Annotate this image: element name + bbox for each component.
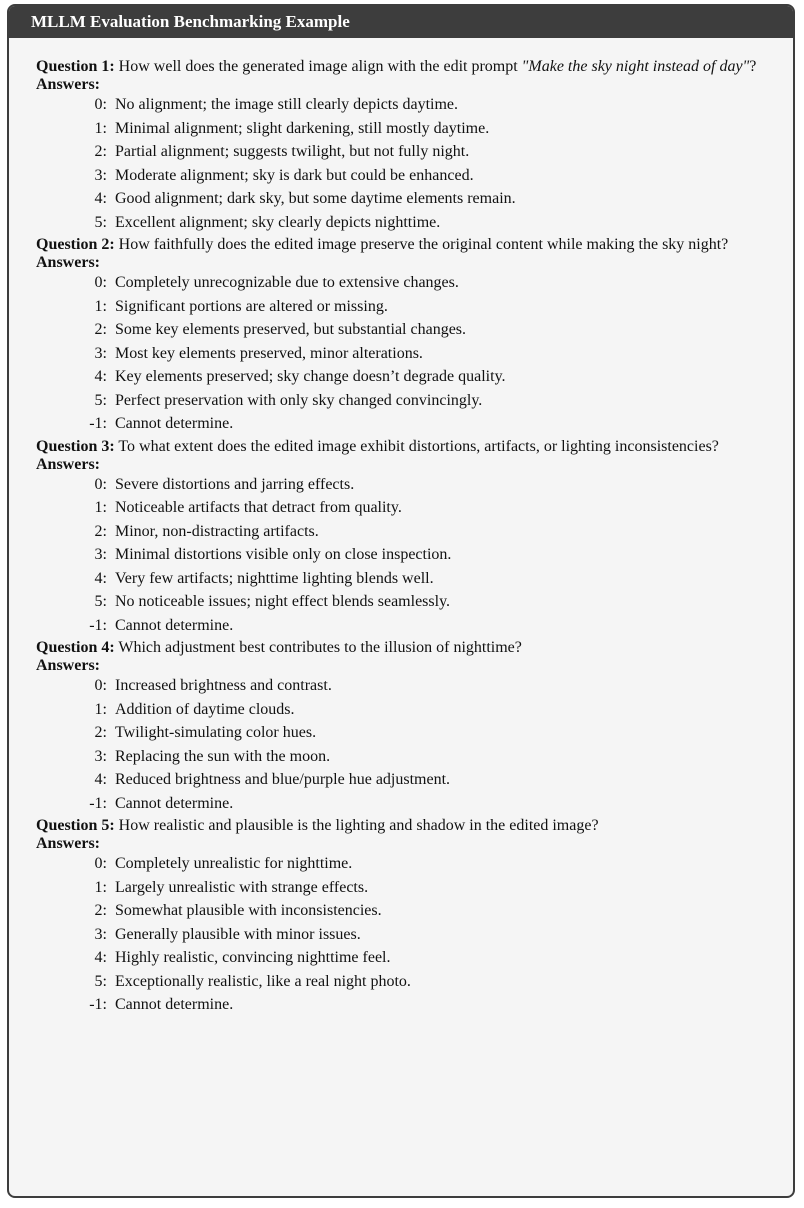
answers-label: Answers: [36, 254, 100, 271]
answer-option [36, 140, 779, 164]
answer-score: 2: [94, 902, 107, 919]
answer-text: Cannot determine. [115, 996, 234, 1013]
answer-text: Somewhat plausible with inconsistencies. [115, 902, 382, 919]
answers-label: Answers: [36, 455, 100, 473]
answer-score: 4: [94, 949, 107, 966]
answers-label: Answers: [36, 76, 100, 93]
answer-text: Completely unrealistic for nighttime. [115, 855, 353, 872]
question-text [36, 638, 779, 657]
answer-text: Cannot determine. [115, 794, 234, 812]
answer-text: Generally plausible with minor issues. [115, 925, 361, 943]
question-label: Question 3: [36, 437, 115, 455]
answer-score: 2: [94, 321, 107, 338]
question-2 [36, 235, 779, 436]
answer-score: 4: [94, 190, 107, 207]
answer-text: Largely unrealistic with strange effects. [115, 878, 369, 896]
answer-score: 0: [94, 274, 107, 291]
answer-option [36, 698, 779, 722]
question-body: How realistic and plausible is the lighting and shadow in the edited image? [114, 817, 599, 834]
answer-text: Partial alignment; suggests twilight, but not fully night. [115, 143, 470, 160]
answer-score: 1: [94, 297, 107, 315]
answer-text: Key elements preserved; sky change doesn’t degrade quality. [115, 368, 506, 385]
answer-score: 3: [94, 925, 107, 943]
answer-option [36, 923, 779, 947]
answer-score: 5: [94, 972, 107, 990]
answer-option [36, 271, 779, 295]
answers-label: Answers: [36, 835, 100, 852]
answer-text: Minimal alignment; slight darkening, still mostly daytime. [115, 119, 490, 137]
answer-score: -1: [89, 996, 107, 1013]
question-text [36, 235, 779, 254]
questions-container [9, 38, 793, 1017]
answer-option [36, 614, 779, 638]
answer-score: 3: [94, 747, 107, 765]
answer-option [36, 117, 779, 141]
answer-score: 4: [94, 368, 107, 385]
answer-score: 3: [94, 166, 107, 184]
answer-option [36, 318, 779, 342]
answer-option [36, 473, 779, 497]
answer-score: 2: [94, 522, 107, 540]
question-5 [36, 816, 779, 1017]
answer-text: Very few artifacts; nighttime lighting blends well. [115, 569, 434, 587]
answer-option [36, 745, 779, 769]
question-body: Which adjustment best contributes to the illusion of nighttime? [114, 639, 522, 656]
answer-score: 0: [94, 855, 107, 872]
answer-option [36, 93, 779, 117]
answer-option [36, 876, 779, 900]
answer-score: 1: [94, 499, 107, 516]
edit-prompt: "Make the sky night instead of day" [521, 58, 750, 75]
answer-score: 3: [94, 344, 107, 362]
answer-score: -1: [89, 415, 107, 432]
answer-score: 0: [94, 677, 107, 694]
question-3 [36, 437, 779, 638]
answer-text: Most key elements preserved, minor alterations. [115, 344, 423, 362]
answer-text: Increased brightness and contrast. [115, 677, 332, 694]
answer-list [36, 674, 779, 815]
answer-option [36, 342, 779, 366]
answer-text: No alignment; the image still clearly depicts daytime. [115, 96, 459, 113]
answer-list [36, 852, 779, 1017]
question-label: Question 1: [36, 58, 115, 75]
answer-option [36, 412, 779, 436]
answer-option [36, 520, 779, 544]
benchmark-example-box [7, 4, 795, 1198]
answer-text: Twilight-simulating color hues. [115, 724, 317, 741]
answer-score: 1: [94, 878, 107, 896]
question-text [36, 816, 779, 835]
answer-score: 4: [94, 771, 107, 788]
answer-option [36, 389, 779, 413]
question-text [36, 437, 779, 456]
answer-option [36, 768, 779, 792]
answer-text: Cannot determine. [115, 616, 234, 634]
answer-option [36, 496, 779, 520]
answer-score: 1: [94, 700, 107, 718]
answer-text: Excellent alignment; sky clearly depicts nighttime. [115, 213, 441, 231]
answer-score: 1: [94, 119, 107, 137]
answer-option [36, 567, 779, 591]
answer-score: 5: [94, 391, 107, 409]
answer-option [36, 164, 779, 188]
answer-option [36, 792, 779, 816]
answer-text: Highly realistic, convincing nighttime feel. [115, 949, 391, 966]
answer-option [36, 674, 779, 698]
answer-text: Severe distortions and jarring effects. [115, 475, 355, 493]
answer-text: Addition of daytime clouds. [115, 700, 295, 718]
answer-text: Replacing the sun with the moon. [115, 747, 331, 765]
question-body: To what extent does the edited image exhibit distortions, artifacts, or lighting inconsistencies? [114, 437, 719, 455]
answer-option [36, 899, 779, 923]
answer-text: Reduced brightness and blue/purple hue adjustment. [115, 771, 451, 788]
question-body: How faithfully does the edited image preserve the original content while making the sky night? [114, 236, 729, 253]
answer-option [36, 211, 779, 235]
answer-score: -1: [89, 616, 107, 634]
answers-label: Answers: [36, 657, 100, 674]
answer-text: Some key elements preserved, but substantial changes. [115, 321, 467, 338]
answer-text: Exceptionally realistic, like a real night photo. [115, 972, 411, 990]
answer-text: No noticeable issues; night effect blends seamlessly. [115, 593, 451, 610]
answer-text: Cannot determine. [115, 415, 234, 432]
answer-text: Minimal distortions visible only on close inspection. [115, 546, 452, 563]
question-body-end: ? [749, 58, 757, 75]
answer-list [36, 271, 779, 436]
question-label: Question 2: [36, 236, 115, 253]
answer-score: 0: [94, 475, 107, 493]
answer-score: 2: [94, 143, 107, 160]
answer-text: Noticeable artifacts that detract from quality. [115, 499, 402, 516]
answer-text: Completely unrecognizable due to extensive changes. [115, 274, 459, 291]
answer-score: 2: [94, 724, 107, 741]
answer-text: Good alignment; dark sky, but some daytime elements remain. [115, 190, 516, 207]
answer-text: Significant portions are altered or missing. [115, 297, 388, 315]
question-text [36, 57, 779, 76]
box-title: MLLM Evaluation Benchmarking Example [9, 6, 793, 38]
question-body: How well does the generated image align with the edit prompt [114, 58, 522, 75]
answer-list [36, 93, 779, 234]
answer-option [36, 970, 779, 994]
question-label: Question 4: [36, 639, 115, 656]
answer-score: 4: [94, 569, 107, 587]
answer-score: 5: [94, 593, 107, 610]
answer-score: 5: [94, 213, 107, 231]
answer-score: 0: [94, 96, 107, 113]
answer-option [36, 187, 779, 211]
answer-option [36, 543, 779, 567]
answer-text: Perfect preservation with only sky changed convincingly. [115, 391, 483, 409]
answer-option [36, 946, 779, 970]
question-label: Question 5: [36, 817, 115, 834]
answer-option [36, 993, 779, 1017]
answer-text: Minor, non-distracting artifacts. [115, 522, 319, 540]
answer-score: -1: [89, 794, 107, 812]
answer-option [36, 852, 779, 876]
answer-option [36, 721, 779, 745]
question-1 [36, 57, 779, 234]
question-4 [36, 638, 779, 815]
answer-option [36, 295, 779, 319]
answer-option [36, 590, 779, 614]
answer-text: Moderate alignment; sky is dark but could be enhanced. [115, 166, 474, 184]
answer-list [36, 473, 779, 638]
answer-score: 3: [94, 546, 107, 563]
answer-option [36, 365, 779, 389]
